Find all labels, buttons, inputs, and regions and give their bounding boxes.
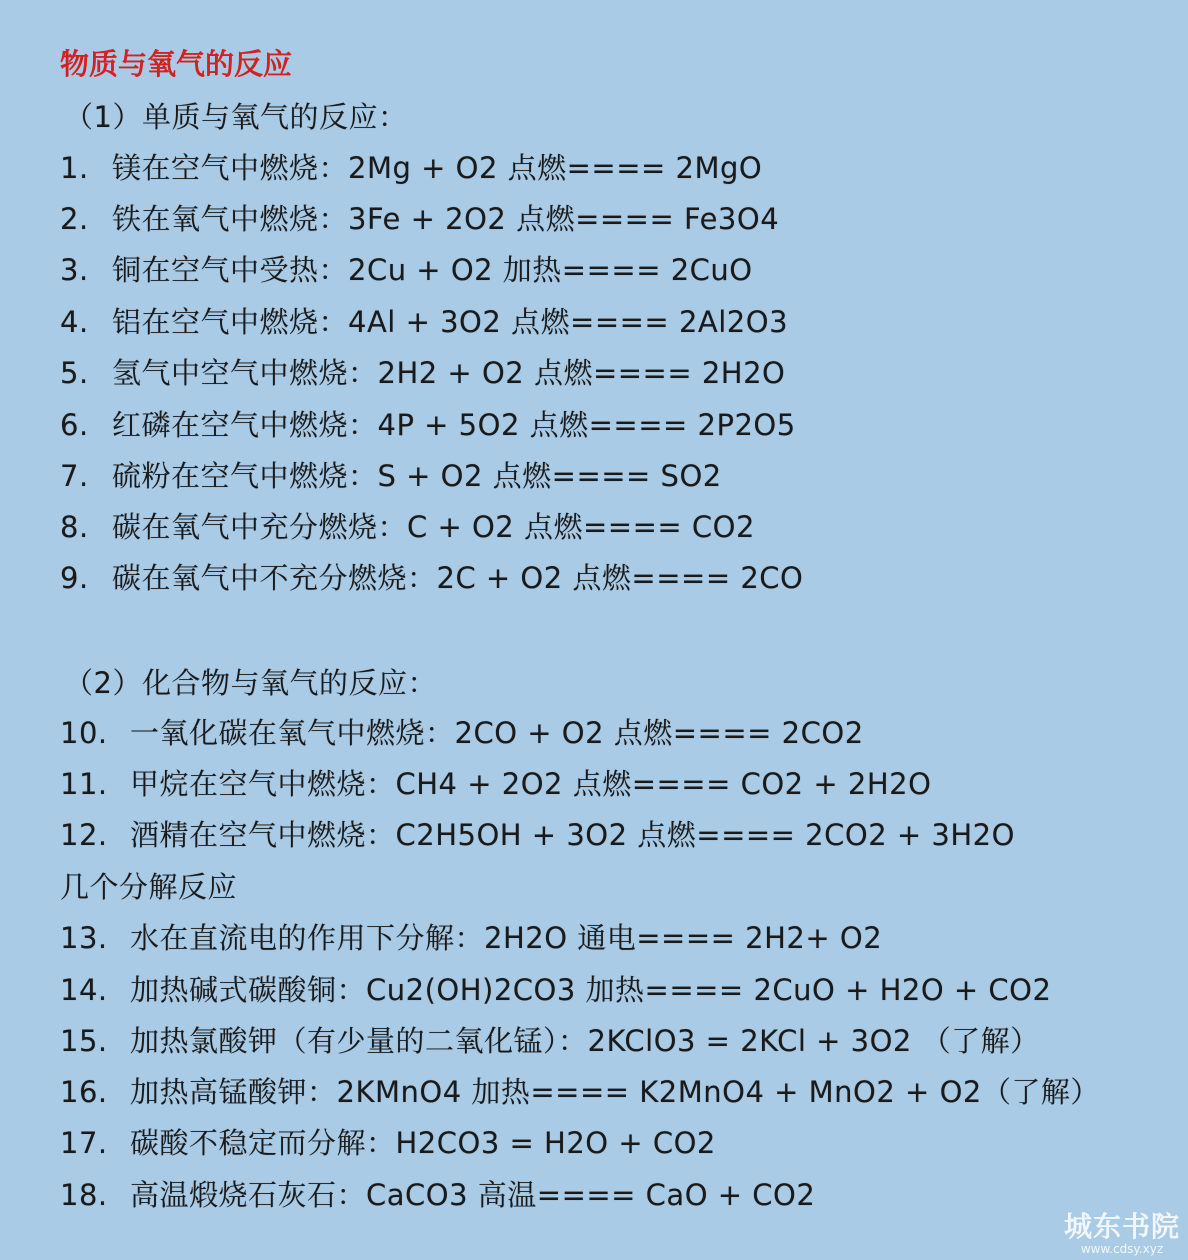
- section3-heading: 几个分解反应: [60, 870, 238, 904]
- list-item: [60, 1021, 1040, 1061]
- list-item: [60, 1072, 1100, 1112]
- item-text: 碳在氧气中不充分燃烧：2C + O2 点燃==== 2CO: [112, 561, 804, 595]
- item-number: 11.: [60, 767, 108, 801]
- item-text: 酒精在空气中燃烧：C2H5OH + 3O2 点燃==== 2CO2 + 3H2O: [130, 818, 1015, 852]
- list-item: [60, 250, 753, 290]
- item-text: 铁在氧气中燃烧：3Fe + 2O2 点燃==== Fe3O4: [112, 202, 780, 236]
- item-number: 12.: [60, 818, 108, 852]
- item-number: 13.: [60, 921, 108, 955]
- list-item: [60, 764, 931, 804]
- list-item: [60, 1175, 815, 1215]
- item-text: 镁在空气中燃烧：2Mg + O2 点燃==== 2MgO: [112, 151, 763, 185]
- page-title: 物质与氧气的反应: [60, 47, 293, 81]
- watermark-name: 城东书院: [1063, 1210, 1180, 1243]
- list-item: [60, 148, 762, 188]
- item-text: 碳在氧气中充分燃烧：C + O2 点燃==== CO2: [112, 510, 755, 544]
- list-item: [60, 302, 788, 342]
- item-text: 甲烷在空气中燃烧：CH4 + 2O2 点燃==== CO2 + 2H2O: [130, 767, 932, 801]
- item-number: 6.: [60, 408, 89, 442]
- item-number: 10.: [60, 716, 108, 750]
- list-item: [60, 199, 779, 239]
- list-item: [60, 815, 1015, 855]
- item-number: 18.: [60, 1178, 108, 1212]
- item-text: 高温煅烧石灰石：CaCO3 高温==== CaO + CO2: [130, 1178, 816, 1212]
- item-number: 16.: [60, 1075, 108, 1109]
- item-number: 7.: [60, 459, 89, 493]
- item-number: 1.: [60, 151, 89, 185]
- list-item: [60, 558, 803, 598]
- list-item: [60, 456, 722, 496]
- watermark-url: www.cdsy.xyz: [1080, 1242, 1164, 1256]
- list-item: [60, 405, 796, 445]
- item-number: 2.: [60, 202, 89, 236]
- item-number: 17.: [60, 1126, 108, 1160]
- item-number: 8.: [60, 510, 89, 544]
- list-item: [60, 353, 785, 393]
- list-item: [60, 507, 755, 547]
- section2-heading: （2）化合物与氧气的反应：: [64, 666, 437, 700]
- item-text: 氢气中空气中燃烧：2H2 + O2 点燃==== 2H2O: [112, 356, 786, 390]
- item-text: 铝在空气中燃烧：4Al + 3O2 点燃==== 2Al2O3: [112, 305, 789, 339]
- item-text: 硫粉在空气中燃烧：S + O2 点燃==== SO2: [112, 459, 722, 493]
- list-item: [60, 1123, 716, 1163]
- item-text: 铜在空气中受热：2Cu + O2 加热==== 2CuO: [112, 253, 753, 287]
- section1-heading: （1）单质与氧气的反应：: [64, 100, 408, 134]
- item-text: 加热碱式碳酸铜：Cu2(OH)2CO3 加热==== 2CuO + H2O + CO2: [130, 973, 1052, 1007]
- item-text: 碳酸不稳定而分解：H2CO3 = H2O + CO2: [130, 1126, 716, 1160]
- item-text: 加热氯酸钾（有少量的二氧化锰）：2KClO3 = 2KCl + 3O2 （了解）: [130, 1024, 1040, 1058]
- list-item: [60, 713, 864, 753]
- item-number: 9.: [60, 561, 89, 595]
- watermark: [1064, 1212, 1180, 1256]
- item-number: 3.: [60, 253, 89, 287]
- item-number: 14.: [60, 973, 108, 1007]
- item-number: 15.: [60, 1024, 108, 1058]
- list-item: [60, 970, 1051, 1010]
- item-number: 5.: [60, 356, 89, 390]
- item-text: 水在直流电的作用下分解：2H2O 通电==== 2H2+ O2: [130, 921, 883, 955]
- item-number: 4.: [60, 305, 89, 339]
- item-text: 加热高锰酸钾：2KMnO4 加热==== K2MnO4 + MnO2 + O2（了解）: [130, 1075, 1100, 1109]
- list-item: [60, 918, 882, 958]
- item-text: 红磷在空气中燃烧：4P + 5O2 点燃==== 2P2O5: [112, 408, 796, 442]
- item-text: 一氧化碳在氧气中燃烧：2CO + O2 点燃==== 2CO2: [130, 716, 864, 750]
